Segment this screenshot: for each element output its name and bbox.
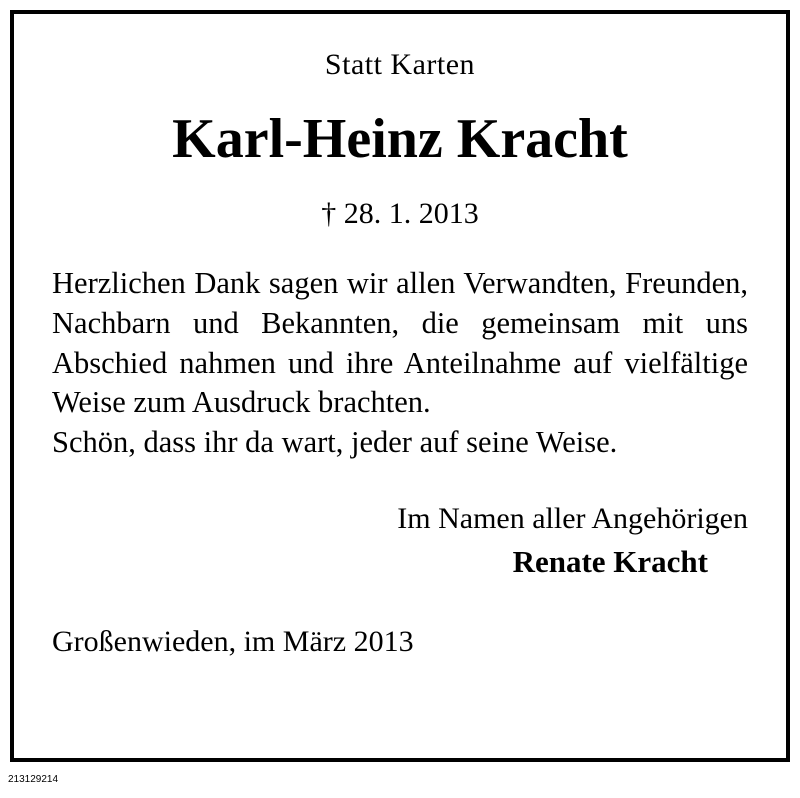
deceased-name: Karl-Heinz Kracht: [172, 108, 628, 170]
thank-you-paragraph-1: Herzlichen Dank sagen wir allen Verwandten, Freunden, Nachbarn und Bekannten, die gemeinsam mit uns Abschied nahmen und ihre Anteilnahme auf vielfältige Weise zum Ausdruck brachten.: [52, 266, 748, 420]
place-and-date: Großenwieden, im März 2013: [52, 625, 414, 658]
obituary-notice-card: [10, 10, 790, 762]
thank-you-text: [52, 264, 748, 462]
signature-line: Im Namen aller Angehörigen: [397, 501, 748, 535]
notice-heading: Statt Karten: [324, 48, 476, 81]
thank-you-paragraph-2: Schön, dass ihr da wart, jeder auf seine Weise.: [52, 424, 618, 459]
reference-id: 213129214: [8, 774, 59, 785]
signature-name: Renate Kracht: [512, 544, 708, 580]
death-date: † 28. 1. 2013: [321, 197, 479, 231]
signature-block: [52, 501, 748, 581]
